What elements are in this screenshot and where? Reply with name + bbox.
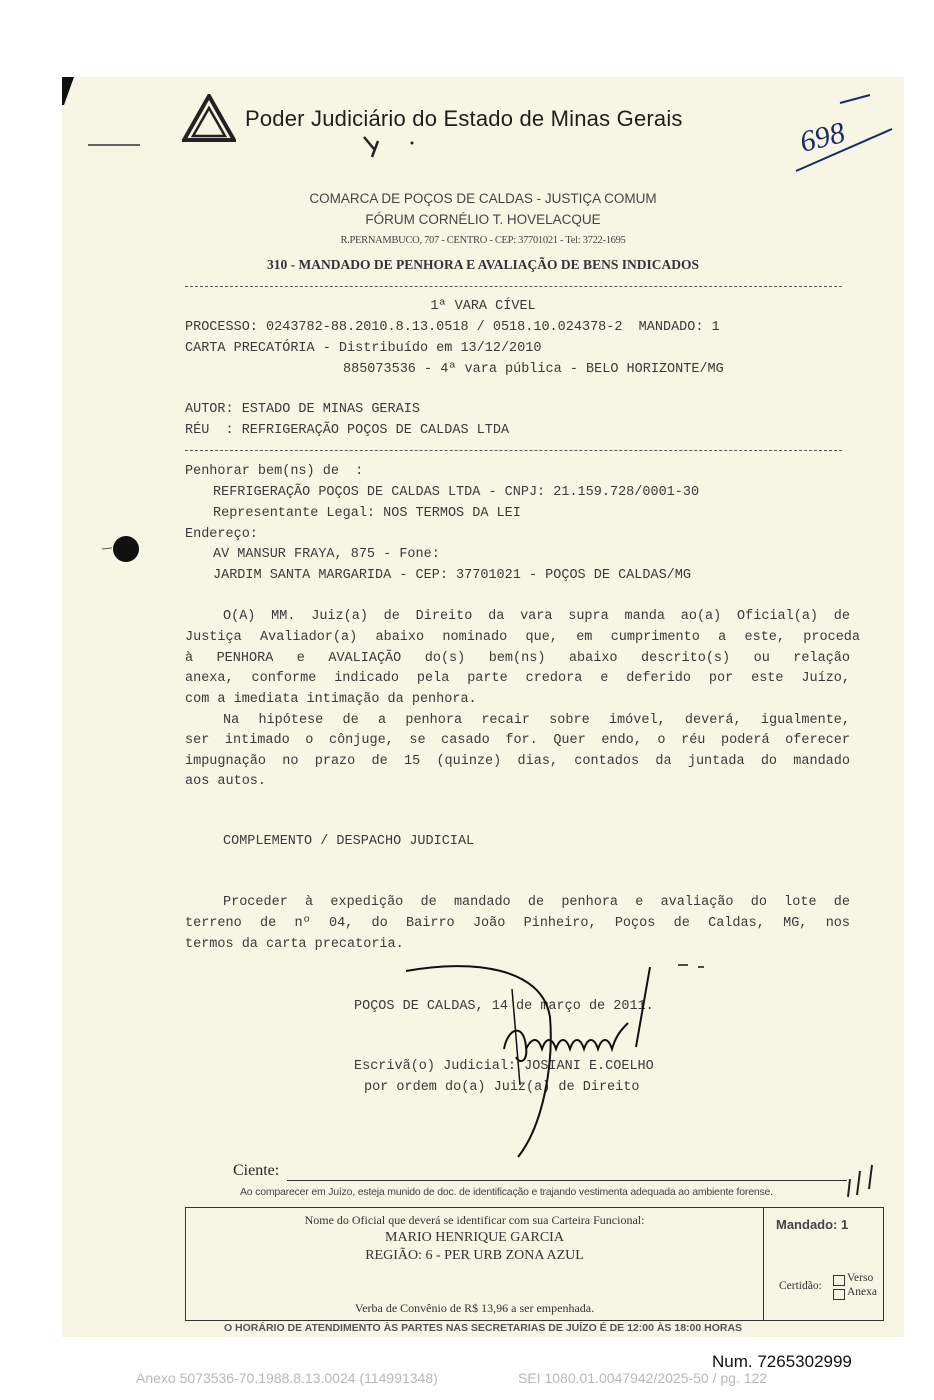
handwritten-tally-mark	[844, 1161, 884, 1201]
anexa-label: Anexa	[847, 1286, 878, 1298]
scan-corner-mark	[62, 77, 76, 107]
form-divider	[763, 1208, 764, 1320]
vara: 1ª VARA CÍVEL	[430, 299, 536, 314]
fee-note: Verba de Convênio de R$ 13,96 a ser empenhada.	[354, 1301, 595, 1315]
paragraph1-line: anexa, conforme indicado pela parte credora e deferido por este Juízo,	[185, 671, 850, 686]
origin-line: 885073536 - 4ª vara pública - BELO HORIZONTE/MG	[343, 362, 724, 377]
paragraph1-line: O(A) MM. Juiz(a) de Direito da vara supra manda ao(a) Oficial(a) de	[223, 609, 850, 624]
processo-line: PROCESSO: 0243782-88.2010.8.13.0518 / 0518.10.024378-2 MANDADO: 1	[185, 320, 720, 335]
handwritten-signature	[392, 957, 712, 1167]
anexa-checkbox[interactable]	[833, 1286, 845, 1304]
complemento-heading: COMPLEMENTO / DESPACHO JUDICIAL	[223, 834, 475, 849]
comarca-header: COMARCA DE POÇOS DE CALDAS - JUSTIÇA COMUM	[309, 191, 657, 206]
paragraph2-line: Na hipótese de a penhora recair sobre imóvel, deverá, igualmente,	[223, 713, 850, 728]
officer-form-box	[185, 1207, 884, 1321]
ciente-notice: Ao comparecer em Juízo, esteja munido de doc. de identificação e trajando vestimenta adequada ao ambiente forense.	[240, 1186, 773, 1198]
paragraph2-line: impugnação no prazo de 15 (quinze) dias, contados da juntada do mandado	[185, 754, 850, 769]
despacho-line: terreno de nº 04, do Bairro João Pinheiro, Poços de Caldas, MG, nos	[185, 916, 850, 931]
hours-notice: O HORÁRIO DE ATENDIMENTO ÀS PARTES NAS SECRETARIAS DE JUÍZO É DE 12:00 ÀS 18:00 HORAS	[223, 1322, 743, 1334]
hole-punch-mark	[100, 529, 144, 569]
place-date: POÇOS DE CALDAS, 14 de março de 2011.	[354, 999, 654, 1014]
separator-line	[185, 450, 842, 451]
despacho-line: Proceder à expedição de mandado de penhora e avaliação do lote de	[223, 895, 850, 910]
mandado-number: Mandado: 1	[776, 1217, 849, 1232]
district-line: JARDIM SANTA MARGARIDA - CEP: 37701021 - POÇOS DE CALDAS/MG	[213, 568, 691, 583]
paragraph1-line: à PENHORA e AVALIAÇÃO do(s) bem(ns) abaixo descrito(s) ou relação	[185, 651, 850, 666]
verso-label: Verso	[847, 1272, 874, 1284]
court-address: R.PERNAMBUCO, 707 - CENTRO - CEP: 37701021 - Tel: 3722-1695	[340, 235, 626, 246]
court-title: Poder Judiciário do Estado de Minas Gerais	[245, 106, 683, 131]
officer-name: MARIO HENRIQUE GARCIA	[385, 1230, 564, 1245]
certidao-label: Certidão:	[779, 1280, 822, 1292]
penhora-intro: Penhorar bem(ns) de :	[185, 464, 364, 479]
handwritten-page-number: 698	[796, 116, 849, 159]
anexo-reference: Anexo 5073536-70.1988.8.13.0024 (114991348)	[136, 1370, 438, 1386]
handwritten-strike-mark	[788, 89, 898, 179]
officer-region: REGIÃO: 6 - PER URB ZONA AZUL	[365, 1248, 584, 1263]
paragraph1-line: Justiça Avaliador(a) abaixo nominado que, em cumprimento a este, proceda	[185, 630, 860, 645]
paragraph1-line: com a imediata intimação da penhora.	[185, 692, 477, 707]
ciente-signature-line	[287, 1180, 847, 1181]
scanned-document	[62, 77, 904, 1337]
company-line: REFRIGERAÇÃO POÇOS DE CALDAS LTDA - CNPJ: 21.159.728/0001-30	[213, 485, 700, 500]
judge-order-line: por ordem do(a) Juiz(a) de Direito	[364, 1080, 640, 1095]
separator-line	[185, 286, 842, 287]
autor-line: AUTOR: ESTADO DE MINAS GERAIS	[185, 402, 420, 417]
officer-prompt: Nome do Oficial que deverá se identificar com sua Carteira Funcional:	[304, 1213, 645, 1227]
document-type: 310 - MANDADO DE PENHORA E AVALIAÇÃO DE BENS INDICADOS	[267, 257, 699, 272]
carta-precatoria-line: CARTA PRECATÓRIA - Distribuído em 13/12/2010	[185, 341, 542, 356]
forum-header: FÓRUM CORNÉLIO T. HOVELACQUE	[365, 212, 601, 227]
reu-line: RÉU : REFRIGERAÇÃO POÇOS DE CALDAS LTDA	[185, 423, 510, 438]
document-number: Num. 7265302999	[712, 1352, 852, 1371]
representative-line: Representante Legal: NOS TERMOS DA LEI	[213, 506, 521, 521]
street-line: AV MANSUR FRAYA, 875 - Fone:	[213, 547, 440, 562]
paragraph2-line: aos autos.	[185, 774, 267, 789]
ciente-label: Ciente:	[233, 1162, 280, 1179]
address-label: Endereço:	[185, 527, 258, 542]
paragraph2-line: ser intimado o cônjuge, se casado for. Quer endo, o réu poderá oferecer	[185, 733, 850, 748]
scan-specks	[82, 135, 462, 175]
sei-reference: SEI 1080.01.0047942/2025-50 / pg. 122	[518, 1370, 768, 1386]
despacho-line: termos da carta precatoria.	[185, 937, 404, 952]
clerk-line: Escrivã(o) Judicial: JOSIANI E.COELHO	[354, 1059, 654, 1074]
